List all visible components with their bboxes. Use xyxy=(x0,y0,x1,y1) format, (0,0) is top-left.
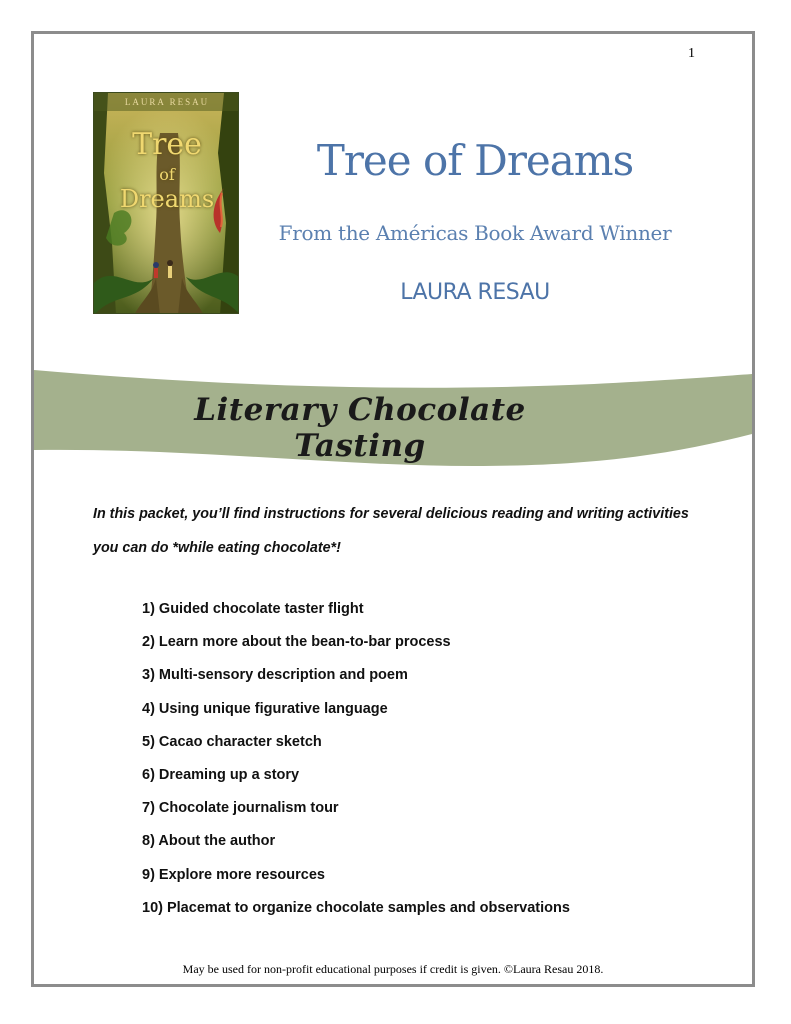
cover-title-line-3: Dreams xyxy=(119,185,215,213)
document-subtitle: From the Américas Book Award Winner xyxy=(278,221,672,245)
activity-item: 7) Chocolate journalism tour xyxy=(142,800,339,817)
activity-item: 4) Using unique figurative language xyxy=(142,700,388,717)
activity-item: 10) Placemat to organize chocolate samples and observations xyxy=(142,899,570,916)
activity-item: 5) Cacao character sketch xyxy=(142,733,322,750)
activity-item: 2) Learn more about the bean-to-bar process xyxy=(142,634,451,651)
cover-author: LAURA RESAU xyxy=(124,97,210,107)
activity-item: 8) About the author xyxy=(142,833,276,850)
activity-item: 6) Dreaming up a story xyxy=(142,766,300,783)
intro-paragraph: In this packet, you’ll find instructions for several delicious reading and writing activities you can do *while eating chocolate*! xyxy=(93,506,689,556)
activity-item: 1) Guided chocolate taster flight xyxy=(142,601,364,617)
document-title: Tree of Dreams xyxy=(316,136,634,185)
book-cover-image xyxy=(93,92,239,314)
page-number: 1 xyxy=(688,46,695,61)
cover-title-line-2: of xyxy=(159,165,175,184)
cover-title-line-1: Tree xyxy=(132,127,202,162)
banner-title: Literary Chocolate Tasting xyxy=(194,392,526,464)
footer-credit: May be used for non-profit educational purposes if credit is given. ©Laura Resau 2018. xyxy=(182,962,604,976)
activity-item: 3) Multi-sensory description and poem xyxy=(142,667,408,684)
activity-item: 9) Explore more resources xyxy=(142,866,325,883)
document-author: LAURA RESAU xyxy=(400,280,550,305)
activity-list xyxy=(142,598,570,930)
